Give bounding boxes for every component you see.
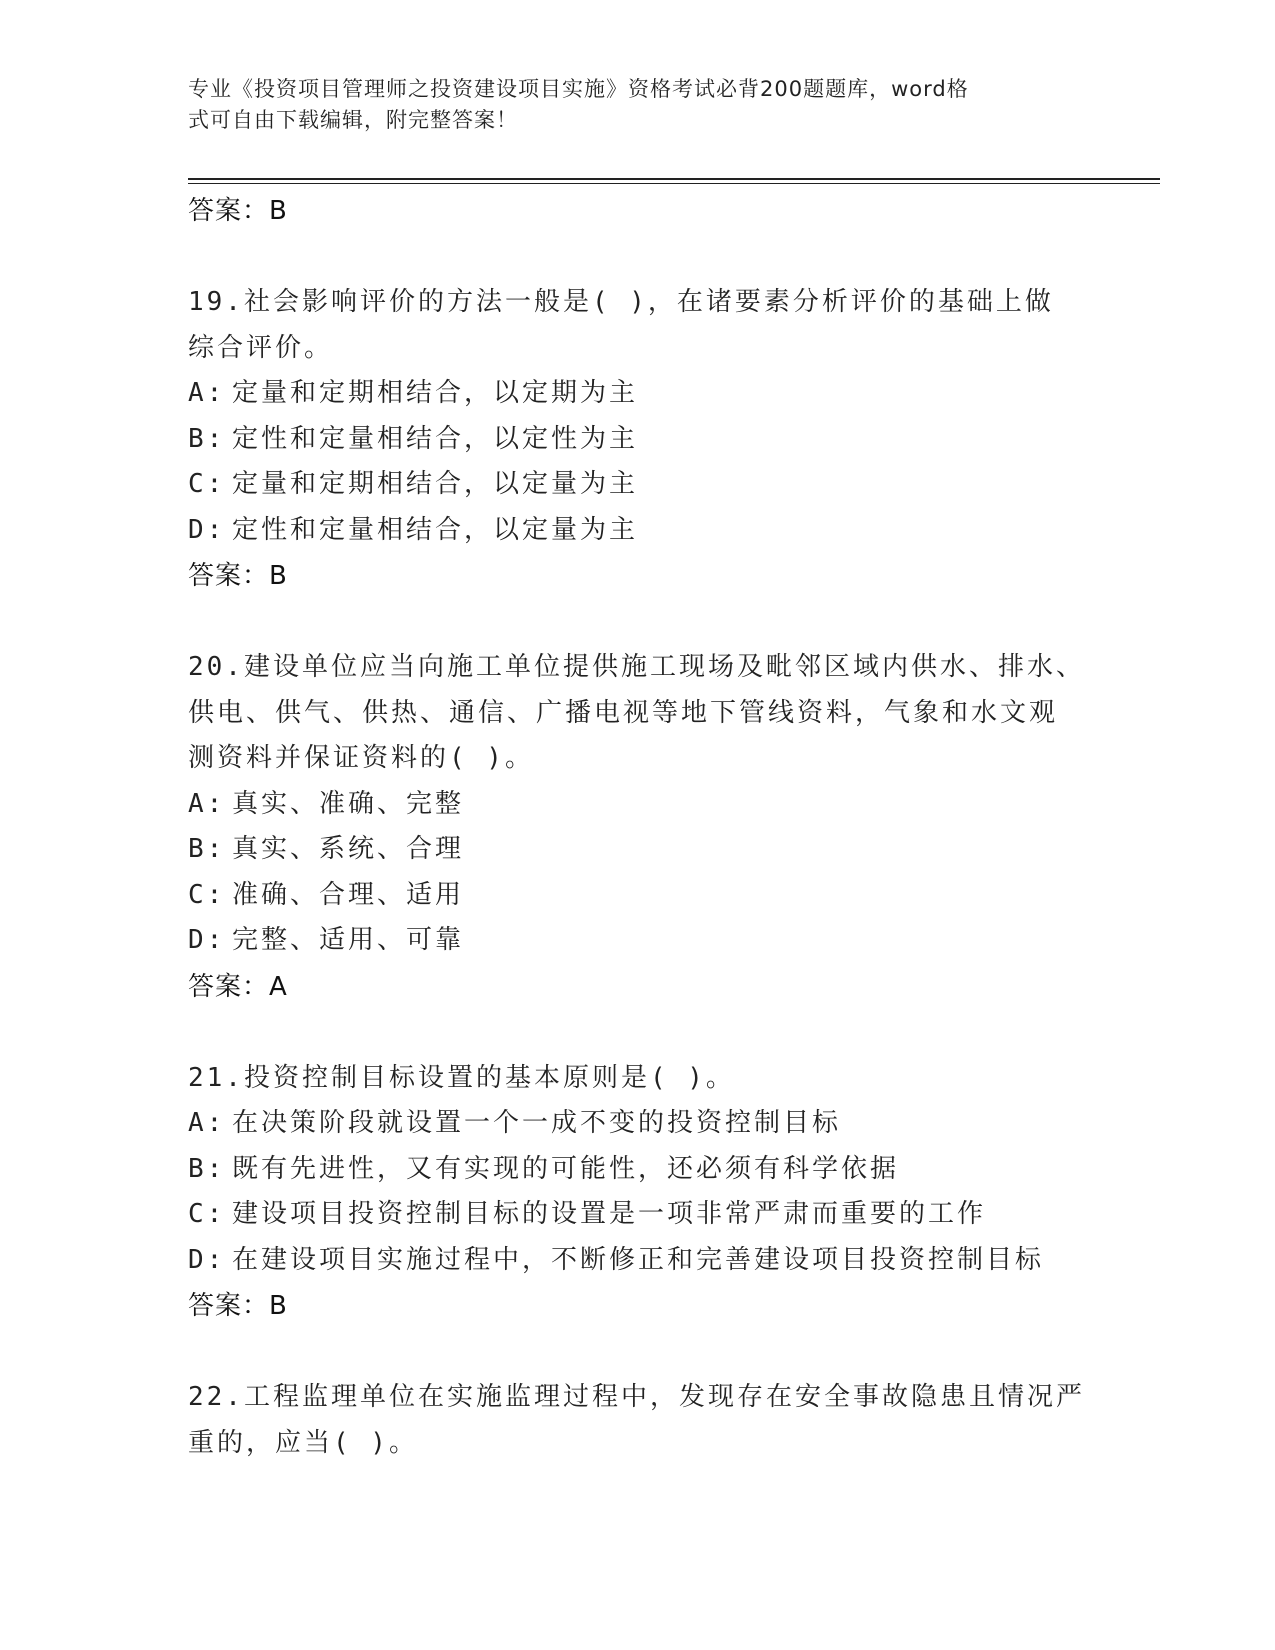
question-stem-line: 重的，应当( )。: [188, 1427, 418, 1458]
option-label: D:: [188, 1244, 226, 1275]
option-label: C:: [188, 1199, 226, 1229]
question-list: [188, 188, 1088, 1466]
question-stem-line: 综合评价。: [188, 332, 334, 363]
option-text: 完整、适用、可靠: [232, 925, 465, 955]
option-label: B:: [188, 1153, 226, 1184]
option-text: 真实、准确、完整: [232, 788, 465, 819]
question-stem-line: 22.工程监理单位在实施监理过程中，发现存在安全事故隐患且情况严: [188, 1382, 1085, 1412]
document-header: [188, 74, 1068, 136]
option-item: [188, 1101, 1088, 1147]
option-label: A:: [188, 1108, 226, 1138]
option-label: A:: [188, 788, 226, 819]
question-block: [188, 1056, 1088, 1330]
question-block: [188, 1375, 1088, 1466]
question-stem-line: 19.社会影响评价的方法一般是( )，在诸要素分析评价的基础上做: [188, 287, 1054, 317]
option-item: [188, 782, 1088, 828]
option-text: 定量和定期相结合，以定期为主: [232, 378, 639, 408]
header-line-2: 式可自由下载编辑，附完整答案！: [188, 108, 518, 132]
option-item: [188, 827, 1088, 873]
option-text: 既有先进性，又有实现的可能性，还必须有科学依据: [232, 1153, 900, 1184]
question-stem-line: 21.投资控制目标设置的基本原则是( )。: [188, 1062, 735, 1093]
question-stem-line: 测资料并保证资料的( )。: [188, 743, 534, 773]
option-item: [188, 508, 1088, 554]
question-stem-line: 20.建设单位应当向施工单位提供施工现场及毗邻区域内供水、排水、: [188, 652, 1085, 682]
option-text: 建设项目投资控制目标的设置是一项非常严肃而重要的工作: [232, 1199, 987, 1229]
answer-line: 答案：A: [188, 971, 288, 1002]
question-block: [188, 645, 1088, 1010]
question-stem-line: 供电、供气、供热、通信、广播电视等地下管线资料，气象和水文观: [188, 697, 1059, 728]
option-item: [188, 918, 1088, 964]
header-rule-thick: [188, 178, 1160, 180]
answer-line: 答案：B: [188, 561, 288, 591]
option-label: B:: [188, 834, 226, 864]
option-text: 定性和定量相结合，以定量为主: [232, 514, 639, 545]
option-item: [188, 371, 1088, 417]
question-block: [188, 280, 1088, 599]
option-text: 定量和定期相结合，以定量为主: [232, 469, 639, 499]
header-line-1: 专业《投资项目管理师之投资建设项目实施》资格考试必背200题题库，word格: [188, 77, 969, 101]
previous-answer: 答案：B: [188, 196, 288, 226]
option-item: [188, 1147, 1088, 1193]
option-label: D:: [188, 925, 226, 955]
answer-line: 答案：B: [188, 1291, 288, 1321]
option-item: [188, 1238, 1088, 1284]
option-item: [188, 462, 1088, 508]
option-item: [188, 417, 1088, 463]
option-item: [188, 873, 1088, 919]
option-label: C:: [188, 879, 226, 910]
option-text: 准确、合理、适用: [232, 879, 465, 910]
option-label: C:: [188, 469, 226, 499]
option-label: A:: [188, 378, 226, 408]
option-text: 在建设项目实施过程中，不断修正和完善建设项目投资控制目标: [232, 1244, 1045, 1275]
option-text: 真实、系统、合理: [232, 834, 465, 864]
header-rule-thin: [188, 183, 1160, 184]
option-label: B:: [188, 423, 226, 454]
option-text: 在决策阶段就设置一个一成不变的投资控制目标: [232, 1108, 842, 1138]
option-text: 定性和定量相结合，以定性为主: [232, 423, 639, 454]
option-label: D:: [188, 514, 226, 545]
option-item: [188, 1192, 1088, 1238]
